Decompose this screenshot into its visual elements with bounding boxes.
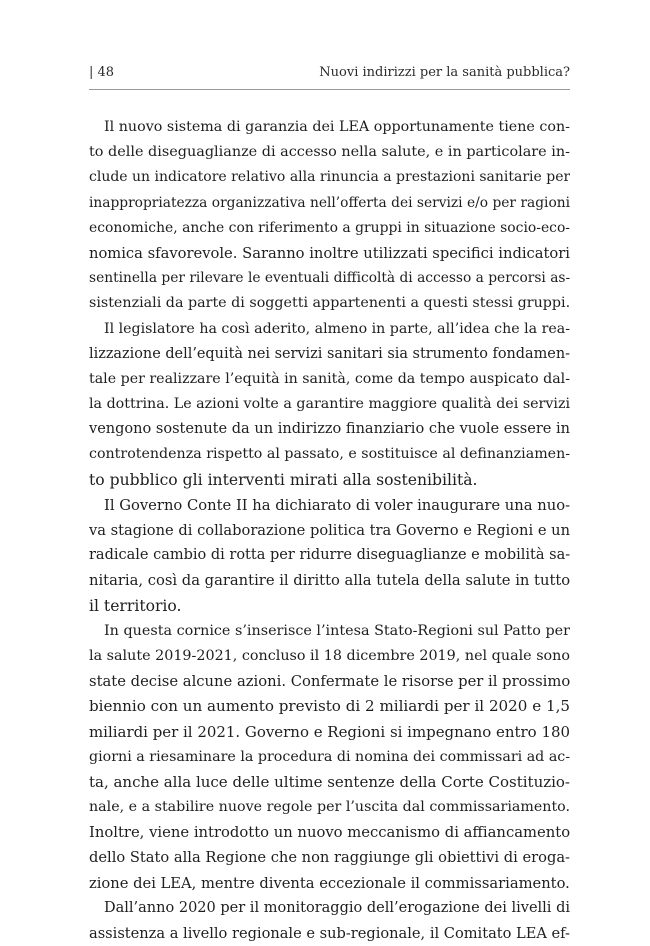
text-line: Il nuovo sistema di garanzia dei LEA opportunamente tiene con-: [104, 119, 570, 135]
running-title: Nuovi indirizzi per la sanità pubblica?: [319, 65, 570, 80]
text-line: tale per realizzare l’equità in sanità, come da tempo auspicato dal-: [89, 370, 570, 387]
text-line: assistenza a livello regionale e sub-regionale, il Comitato LEA ef-: [89, 925, 570, 942]
text-line: zione dei LEA, mentre diventa eccezionale il commissariamento.: [89, 874, 570, 892]
text-line: clude un indicatore relativo alla rinuncia a prestazioni sanitarie per: [89, 169, 570, 186]
text-line: In questa cornice s’inserisce l’intesa Stato-Regioni sul Patto per: [104, 622, 570, 639]
body-text: [89, 115, 570, 946]
text-line: state decise alcune azioni. Confermate le risorse per il prossimo: [89, 673, 570, 691]
text-line: la salute 2019-2021, concluso il 18 dicembre 2019, nel quale sono: [89, 647, 570, 664]
paragraph: [89, 619, 570, 896]
text-line: Inoltre, viene introdotto un nuovo meccanismo di affiancamento: [89, 824, 570, 842]
text-line: vengono sostenute da un indirizzo finanziario che vuole essere in: [89, 421, 570, 438]
text-line: Dall’anno 2020 per il monitoraggio dell’erogazione dei livelli di: [104, 899, 570, 916]
running-header: [89, 64, 570, 82]
paragraph: [89, 896, 570, 946]
text-line: giorni a riesaminare la procedura di nomina dei commissari ad ac-: [89, 748, 570, 765]
text-line: ta, anche alla luce delle ultime sentenze della Corte Costituzio-: [89, 772, 570, 791]
text-line: economiche, anche con riferimento a gruppi in situazione socio-eco-: [89, 219, 570, 236]
text-line: radicale cambio di rotta per ridurre diseguaglianze e mobilità sa-: [89, 547, 570, 564]
text-line: Il legislatore ha così aderito, almeno in parte, all’idea che la rea-: [104, 320, 570, 337]
text-line: nale, e a stabilire nuove regole per l’uscita dal commissariamento.: [89, 799, 570, 816]
text-line: il territorio.: [89, 596, 182, 615]
text-line: to pubblico gli interventi mirati alla sostenibilità.: [89, 470, 478, 489]
text-line: lizzazione dell’equità nei servizi sanitari sia strumento fondamen-: [89, 345, 570, 362]
text-line: dello Stato alla Regione che non raggiunge gli obiettivi di eroga-: [89, 849, 570, 867]
text-line: miliardi per il 2021. Governo e Regioni si impegnano entro 180: [89, 722, 570, 741]
text-line: sistenziali da parte di soggetti appartenenti a questi stessi gruppi.: [89, 295, 570, 312]
text-line: to delle diseguaglianze di accesso nella salute, e in particolare in-: [89, 144, 570, 161]
text-line: nitaria, così da garantire il diritto alla tutela della salute in tutto: [89, 572, 570, 590]
text-line: inappropriatezza organizzativa nell’offerta dei servizi e/o per ragioni: [89, 194, 570, 211]
paragraph: [89, 493, 570, 619]
text-line: nomica sfavorevole. Saranno inoltre utilizzati specifici indicatori: [89, 244, 570, 262]
text-line: Il Governo Conte II ha dichiarato di voler inaugurare una nuo-: [104, 496, 570, 514]
text-line: va stagione di collaborazione politica tra Governo e Regioni e un: [89, 522, 570, 539]
text-line: la dottrina. Le azioni volte a garantire maggiore qualità dei servizi: [89, 396, 570, 413]
header-rule: [89, 89, 570, 90]
text-line: controtendenza rispetto al passato, e sostituisce al definanziamen-: [89, 446, 570, 463]
text-line: biennio con un aumento previsto di 2 miliardi per il 2020 e 1,5: [89, 697, 570, 716]
paragraph: [89, 317, 570, 493]
page-number: | 48: [89, 65, 115, 80]
text-line: sentinella per rilevare le eventuali difficoltà di accesso a percorsi as-: [89, 270, 570, 287]
paragraph: [89, 115, 570, 317]
